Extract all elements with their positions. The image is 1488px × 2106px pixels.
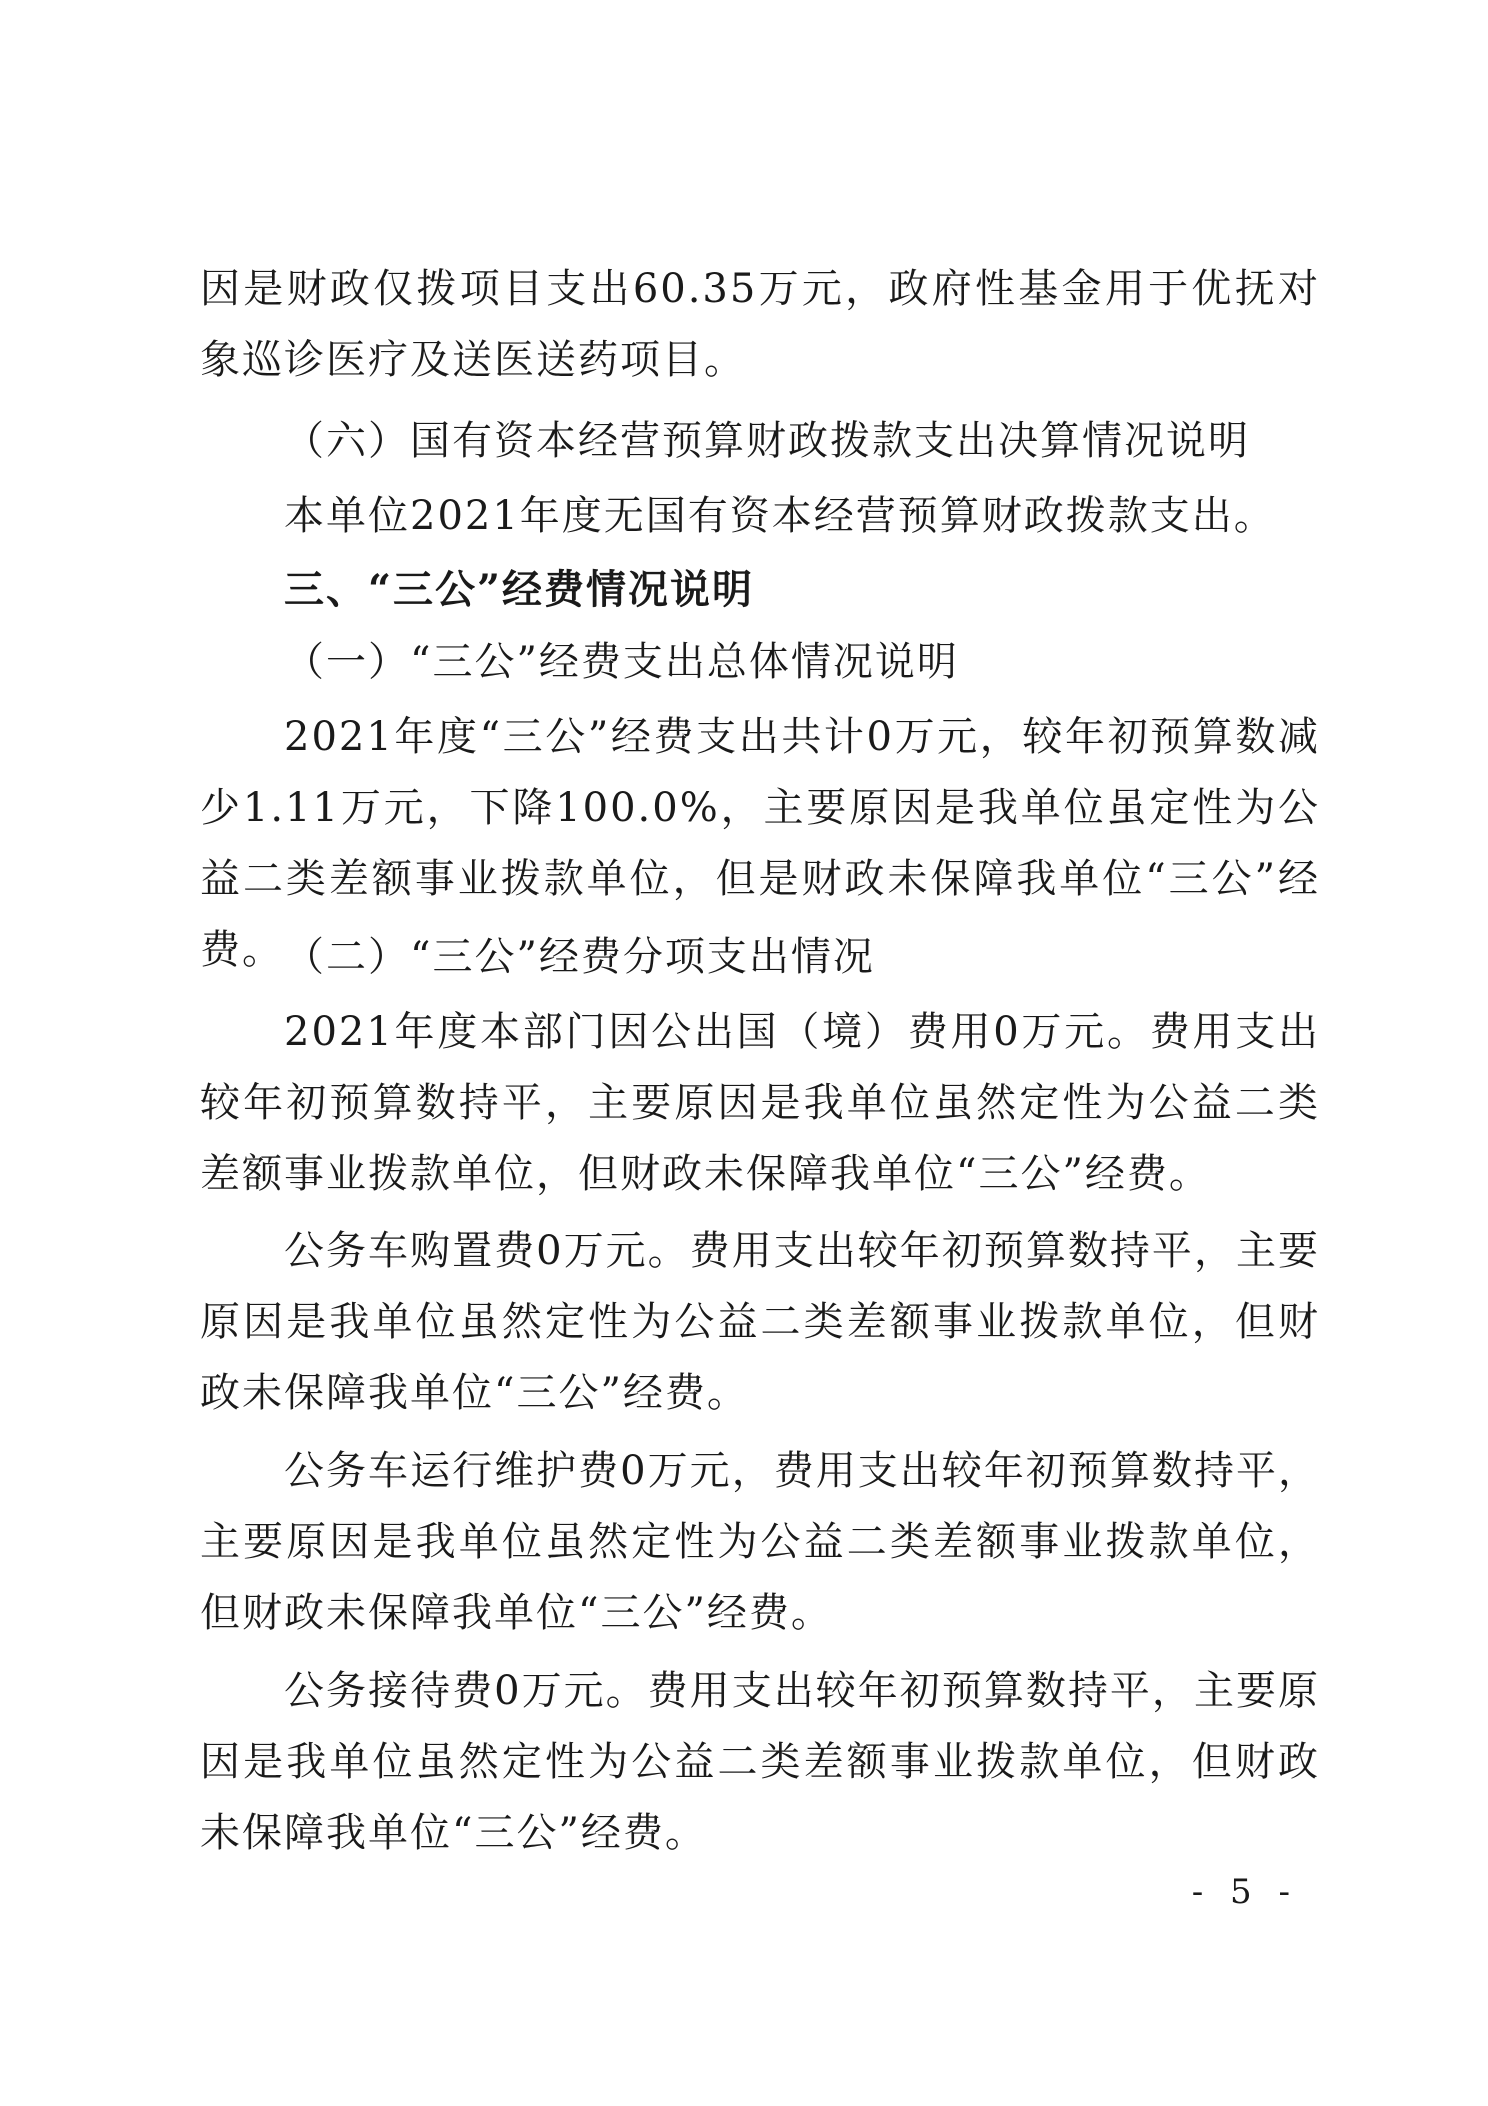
- paragraph-vehicle-purchase: 公务车购置费0万元。费用支出较年初预算数持平，主要原因是我单位虽然定性为公益二类差额事业拨款单位，但财政未保障我单位“三公”经费。: [200, 1228, 1320, 1416]
- section-heading-three-public: 三、“三公”经费情况说明: [284, 566, 755, 613]
- subheading-itemized: （二）“三公”经费分项支出情况: [284, 934, 875, 980]
- paragraph-state-capital-budget: 本单位2021年度无国有资本经营预算财政拨款支出。: [284, 493, 1276, 539]
- subheading-state-capital-budget: （六）国有资本经营预算财政拨款支出决算情况说明: [284, 418, 1250, 464]
- page-number: - 5 -: [1191, 1872, 1298, 1912]
- subheading-overall: （一）“三公”经费支出总体情况说明: [284, 639, 959, 685]
- paragraph-vehicle-maintenance: 公务车运行维护费0万元，费用支出较年初预算数持平，主要原因是我单位虽然定性为公益二类差额事业拨款单位，但财政未保障我单位“三公”经费。: [200, 1448, 1320, 1636]
- paragraph-reception: 公务接待费0万元。费用支出较年初预算数持平，主要原因是我单位虽然定性为公益二类差额事业拨款单位，但财政未保障我单位“三公”经费。: [200, 1668, 1320, 1856]
- paragraph-continuation: 因是财政仅拨项目支出60.35万元，政府性基金用于优抚对象巡诊医疗及送医送药项目。: [200, 266, 1320, 383]
- paragraph-overseas-travel: 2021年度本部门因公出国（境）费用0万元。费用支出较年初预算数持平，主要原因是我单位虽然定性为公益二类差额事业拨款单位，但财政未保障我单位“三公”经费。: [200, 1009, 1320, 1197]
- paragraph-overall: 2021年度“三公”经费支出共计0万元，较年初预算数减少1.11万元，下降100.0%，主要原因是我单位虽定性为公益二类差额事业拨款单位，但是财政未保障我单位“三公”经费。: [200, 714, 1320, 973]
